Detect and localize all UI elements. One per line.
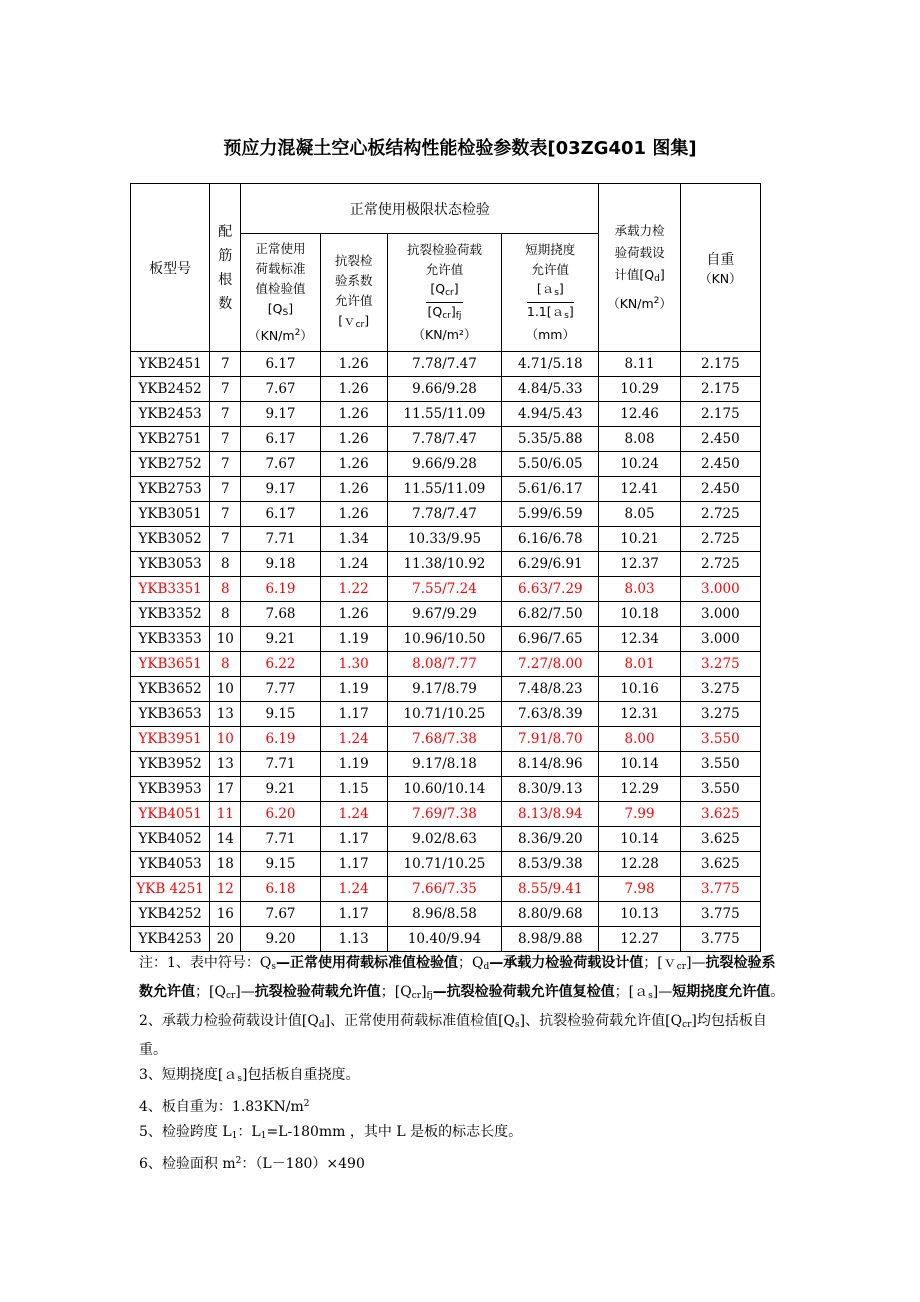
- cell-qs: 9.15: [241, 702, 320, 727]
- cell-qs: 9.15: [241, 852, 320, 877]
- cell-qcr: 11.55/11.09: [387, 477, 501, 502]
- table-row: [131, 877, 761, 902]
- table-row: [131, 852, 761, 877]
- note-4: 4、板自重为：$1.83KN/m^2$: [139, 1099, 310, 1115]
- cell-qs: 6.22: [241, 652, 320, 677]
- cell-qs: 6.19: [241, 727, 320, 752]
- cell-self-weight: 3.625: [680, 827, 760, 852]
- table-row: [131, 627, 761, 652]
- cell-qcr: 7.78/7.47: [387, 427, 501, 452]
- cell-qs: 7.77: [241, 677, 320, 702]
- cell-qcr: 7.69/7.38: [387, 802, 501, 827]
- note-2: 2、承载力检验荷载设计值$[Q_d]$、正常使用荷载标准值检值$[Q_s]$、抗裂检验荷载允许值$[Q_{cr}]$均包括板自重。: [139, 1013, 767, 1058]
- cell-vcr: 1.26: [320, 477, 387, 502]
- cell-rebar-count: 13: [210, 752, 241, 777]
- notes: [139, 951, 789, 1177]
- cell-board-type: YKB3353: [131, 627, 210, 652]
- cell-qs: 6.17: [241, 427, 320, 452]
- cell-board-type: YKB3651: [131, 652, 210, 677]
- cell-vcr: 1.17: [320, 902, 387, 927]
- table-row: [131, 477, 761, 502]
- cell-qcr: 10.96/10.50: [387, 627, 501, 652]
- table-row: [131, 752, 761, 777]
- table-row: [131, 502, 761, 527]
- cell-board-type: YKB3953: [131, 777, 210, 802]
- cell-qcr: 7.55/7.24: [387, 577, 501, 602]
- cell-vcr: 1.26: [320, 377, 387, 402]
- header-normal-use-group: 正常使用极限状态检验: [241, 184, 599, 234]
- cell-board-type: YKB3652: [131, 677, 210, 702]
- table-row: [131, 352, 761, 377]
- cell-qd: 12.31: [599, 702, 680, 727]
- cell-rebar-count: 8: [210, 552, 241, 577]
- cell-qd: 12.37: [599, 552, 680, 577]
- parameter-table: [130, 183, 761, 952]
- header-board-type: 板型号: [131, 184, 210, 352]
- cell-rebar-count: 7: [210, 527, 241, 552]
- table-row: [131, 577, 761, 602]
- cell-qcr: 10.71/10.25: [387, 702, 501, 727]
- cell-board-type: YKB3351: [131, 577, 210, 602]
- cell-qs: 6.19: [241, 577, 320, 602]
- cell-qd: 12.28: [599, 852, 680, 877]
- cell-qd: 10.18: [599, 602, 680, 627]
- cell-qd: 12.46: [599, 402, 680, 427]
- cell-as: 6.63/7.29: [502, 577, 599, 602]
- header-rebar-count: 配筋根数: [210, 184, 241, 352]
- cell-qcr: 9.67/9.29: [387, 602, 501, 627]
- header-vcr: 抗裂检 验系数 允许值 [ｖ$_{cr}$]: [320, 234, 387, 352]
- cell-qs: 7.67: [241, 377, 320, 402]
- table-row: [131, 727, 761, 752]
- cell-rebar-count: 7: [210, 452, 241, 477]
- table-row: [131, 802, 761, 827]
- cell-as: 8.36/9.20: [502, 827, 599, 852]
- cell-qd: 10.14: [599, 752, 680, 777]
- cell-rebar-count: 10: [210, 627, 241, 652]
- qcr-fraction: $\frac{[Q_{cr}]}{[Q_{cr}]_{fj}}$: [427, 281, 462, 321]
- cell-as: 5.50/6.05: [502, 452, 599, 477]
- cell-as: 5.35/5.88: [502, 427, 599, 452]
- cell-vcr: 1.17: [320, 702, 387, 727]
- cell-board-type: YKB3951: [131, 727, 210, 752]
- cell-vcr: 1.24: [320, 802, 387, 827]
- cell-rebar-count: 18: [210, 852, 241, 877]
- cell-rebar-count: 8: [210, 577, 241, 602]
- cell-rebar-count: 7: [210, 427, 241, 452]
- cell-self-weight: 2.725: [680, 552, 760, 577]
- cell-as: 8.13/8.94: [502, 802, 599, 827]
- cell-as: 5.61/6.17: [502, 477, 599, 502]
- cell-qd: 12.41: [599, 477, 680, 502]
- cell-vcr: 1.19: [320, 627, 387, 652]
- cell-qs: 6.17: [241, 352, 320, 377]
- cell-rebar-count: 7: [210, 502, 241, 527]
- cell-as: 6.82/7.50: [502, 602, 599, 627]
- cell-as: 7.63/8.39: [502, 702, 599, 727]
- cell-qd: 12.27: [599, 927, 680, 952]
- cell-qcr: 11.38/10.92: [387, 552, 501, 577]
- cell-qcr: 10.71/10.25: [387, 852, 501, 877]
- table-row: [131, 602, 761, 627]
- cell-vcr: 1.24: [320, 727, 387, 752]
- cell-self-weight: 3.775: [680, 902, 760, 927]
- header-as: 短期挠度 允许值 $\frac{[a_s]}{1.1[a_s]}$ （mm）: [502, 234, 599, 352]
- cell-vcr: 1.26: [320, 602, 387, 627]
- cell-vcr: 1.24: [320, 877, 387, 902]
- cell-as: 6.29/6.91: [502, 552, 599, 577]
- cell-board-type: YKB2451: [131, 352, 210, 377]
- cell-as: 8.53/9.38: [502, 852, 599, 877]
- cell-board-type: YKB4252: [131, 902, 210, 927]
- table-row: [131, 702, 761, 727]
- cell-board-type: YKB2453: [131, 402, 210, 427]
- cell-qcr: 9.17/8.79: [387, 677, 501, 702]
- note-3: 3、短期挠度[ａ$_s$]包括板自重挠度。: [139, 1067, 360, 1084]
- cell-board-type: YKB4253: [131, 927, 210, 952]
- cell-board-type: YKB2751: [131, 427, 210, 452]
- cell-vcr: 1.15: [320, 777, 387, 802]
- cell-qcr: 9.66/9.28: [387, 452, 501, 477]
- cell-qcr: 8.08/7.77: [387, 652, 501, 677]
- cell-as: 8.80/9.68: [502, 902, 599, 927]
- cell-qcr: 9.17/8.18: [387, 752, 501, 777]
- cell-board-type: YKB4052: [131, 827, 210, 852]
- cell-board-type: YKB3052: [131, 527, 210, 552]
- cell-board-type: YKB 4251: [131, 877, 210, 902]
- cell-as: 4.84/5.33: [502, 377, 599, 402]
- cell-self-weight: 3.000: [680, 602, 760, 627]
- cell-qs: 9.17: [241, 477, 320, 502]
- cell-as: 4.94/5.43: [502, 402, 599, 427]
- cell-qd: 8.01: [599, 652, 680, 677]
- table-row: [131, 527, 761, 552]
- table-row: [131, 652, 761, 677]
- cell-qd: 10.14: [599, 827, 680, 852]
- cell-qd: 8.11: [599, 352, 680, 377]
- cell-self-weight: 3.275: [680, 652, 760, 677]
- cell-board-type: YKB2452: [131, 377, 210, 402]
- table-row: [131, 377, 761, 402]
- cell-qd: 8.08: [599, 427, 680, 452]
- cell-as: 4.71/5.18: [502, 352, 599, 377]
- table-row: [131, 402, 761, 427]
- page-title: 预应力混凝土空心板结构性能检验参数表[03ZG401 图集]: [223, 138, 697, 159]
- cell-board-type: YKB3352: [131, 602, 210, 627]
- cell-qd: 10.13: [599, 902, 680, 927]
- cell-as: 8.14/8.96: [502, 752, 599, 777]
- cell-self-weight: 3.550: [680, 777, 760, 802]
- table-row: [131, 677, 761, 702]
- cell-vcr: 1.26: [320, 427, 387, 452]
- cell-rebar-count: 7: [210, 377, 241, 402]
- cell-self-weight: 3.625: [680, 802, 760, 827]
- cell-qs: 7.67: [241, 902, 320, 927]
- cell-qcr: 7.78/7.47: [387, 502, 501, 527]
- cell-qcr: 7.78/7.47: [387, 352, 501, 377]
- cell-as: 6.96/7.65: [502, 627, 599, 652]
- cell-qd: 8.00: [599, 727, 680, 752]
- cell-qcr: 7.66/7.35: [387, 877, 501, 902]
- cell-board-type: YKB4051: [131, 802, 210, 827]
- cell-as: 7.48/8.23: [502, 677, 599, 702]
- cell-board-type: YKB3952: [131, 752, 210, 777]
- cell-self-weight: 2.175: [680, 402, 760, 427]
- cell-qs: 6.17: [241, 502, 320, 527]
- cell-rebar-count: 11: [210, 802, 241, 827]
- cell-rebar-count: 17: [210, 777, 241, 802]
- header-self-weight: 自重 （KN）: [680, 184, 760, 352]
- cell-as: 8.55/9.41: [502, 877, 599, 902]
- cell-vcr: 1.34: [320, 527, 387, 552]
- cell-as: 8.98/9.88: [502, 927, 599, 952]
- cell-vcr: 1.19: [320, 752, 387, 777]
- cell-board-type: YKB2753: [131, 477, 210, 502]
- cell-self-weight: 2.725: [680, 527, 760, 552]
- cell-rebar-count: 13: [210, 702, 241, 727]
- cell-qcr: 9.02/8.63: [387, 827, 501, 852]
- cell-qd: 12.34: [599, 627, 680, 652]
- cell-qd: 7.98: [599, 877, 680, 902]
- cell-qd: 10.16: [599, 677, 680, 702]
- cell-qcr: 10.40/9.94: [387, 927, 501, 952]
- table-row: [131, 552, 761, 577]
- cell-vcr: 1.19: [320, 677, 387, 702]
- cell-board-type: YKB3051: [131, 502, 210, 527]
- note-6: 6、检验面积 $m^2$：（L－180）×490: [139, 1156, 365, 1172]
- cell-qd: 10.21: [599, 527, 680, 552]
- cell-self-weight: 3.625: [680, 852, 760, 877]
- header-qcr: 抗裂检验荷载 允许值 $\frac{[Q_{cr}]}{[Q_{cr}]_{fj}}$ （KN/m²）: [387, 234, 501, 352]
- cell-self-weight: 3.775: [680, 927, 760, 952]
- cell-vcr: 1.22: [320, 577, 387, 602]
- cell-qcr: 11.55/11.09: [387, 402, 501, 427]
- cell-as: 7.27/8.00: [502, 652, 599, 677]
- cell-vcr: 1.17: [320, 852, 387, 877]
- cell-vcr: 1.26: [320, 502, 387, 527]
- cell-qs: 7.67: [241, 452, 320, 477]
- note-5: 5、检验跨度 $L_1$：$L_1=L-180mm$ ，其中 L 是板的标志长度。: [139, 1124, 523, 1141]
- cell-as: 5.99/6.59: [502, 502, 599, 527]
- cell-self-weight: 3.275: [680, 702, 760, 727]
- cell-self-weight: 3.550: [680, 752, 760, 777]
- cell-as: 8.30/9.13: [502, 777, 599, 802]
- cell-board-type: YKB4053: [131, 852, 210, 877]
- cell-rebar-count: 14: [210, 827, 241, 852]
- cell-vcr: 1.17: [320, 827, 387, 852]
- table-row: [131, 777, 761, 802]
- cell-self-weight: 3.000: [680, 577, 760, 602]
- cell-self-weight: 3.000: [680, 627, 760, 652]
- table-row: [131, 902, 761, 927]
- cell-rebar-count: 10: [210, 727, 241, 752]
- cell-qs: 7.71: [241, 827, 320, 852]
- cell-self-weight: 2.175: [680, 352, 760, 377]
- cell-qs: 9.18: [241, 552, 320, 577]
- cell-qcr: 8.96/8.58: [387, 902, 501, 927]
- cell-vcr: 1.24: [320, 552, 387, 577]
- cell-vcr: 1.30: [320, 652, 387, 677]
- cell-as: 6.16/6.78: [502, 527, 599, 552]
- cell-as: 7.91/8.70: [502, 727, 599, 752]
- cell-qs: 7.68: [241, 602, 320, 627]
- cell-qs: 6.18: [241, 877, 320, 902]
- cell-vcr: 1.26: [320, 452, 387, 477]
- cell-qcr: 10.33/9.95: [387, 527, 501, 552]
- cell-self-weight: 2.450: [680, 452, 760, 477]
- cell-qs: 7.71: [241, 527, 320, 552]
- cell-qd: 8.05: [599, 502, 680, 527]
- cell-qd: 7.99: [599, 802, 680, 827]
- as-fraction: $\frac{[a_s]}{1.1[a_s]}$: [526, 281, 574, 321]
- cell-rebar-count: 20: [210, 927, 241, 952]
- cell-qs: 9.21: [241, 777, 320, 802]
- cell-qs: 9.21: [241, 627, 320, 652]
- cell-rebar-count: 7: [210, 477, 241, 502]
- cell-self-weight: 2.450: [680, 427, 760, 452]
- header-qs: 正常使用 荷载标准 值检验值 $[Q_S]$ $(KN/m^2)$: [241, 234, 320, 352]
- cell-self-weight: 2.175: [680, 377, 760, 402]
- header-bearing-load: 承载力检 验荷载设 计值$[Q_d]$ $(KN/m^2)$: [599, 184, 680, 352]
- note-1: 注：1、表中符号：$Q_s—$正常使用荷载标准值检验值；$Q_d—$承载力检验荷载设计值；[ｖ$_{cr}$]—抗裂检验系数允许值；$[Q_{cr}]—$抗裂检验荷载允许值；$[Q_{cr}]_{fj}—$抗裂检验荷载允许值复检值；[ａ$_s$]—短期挠度允许值。: [139, 955, 785, 1001]
- cell-qd: 8.03: [599, 577, 680, 602]
- cell-board-type: YKB2752: [131, 452, 210, 477]
- cell-qs: 7.71: [241, 752, 320, 777]
- cell-self-weight: 3.775: [680, 877, 760, 902]
- cell-vcr: 1.26: [320, 402, 387, 427]
- cell-board-type: YKB3653: [131, 702, 210, 727]
- cell-rebar-count: 12: [210, 877, 241, 902]
- cell-qd: 12.29: [599, 777, 680, 802]
- cell-rebar-count: 7: [210, 402, 241, 427]
- cell-qs: 9.20: [241, 927, 320, 952]
- cell-qs: 9.17: [241, 402, 320, 427]
- table-row: [131, 427, 761, 452]
- cell-qd: 10.24: [599, 452, 680, 477]
- table-row: [131, 927, 761, 952]
- cell-self-weight: 2.725: [680, 502, 760, 527]
- cell-qd: 10.29: [599, 377, 680, 402]
- cell-board-type: YKB3053: [131, 552, 210, 577]
- cell-self-weight: 3.550: [680, 727, 760, 752]
- cell-rebar-count: 8: [210, 602, 241, 627]
- cell-qcr: 7.68/7.38: [387, 727, 501, 752]
- cell-self-weight: 3.275: [680, 677, 760, 702]
- cell-rebar-count: 7: [210, 352, 241, 377]
- cell-qcr: 9.66/9.28: [387, 377, 501, 402]
- cell-rebar-count: 8: [210, 652, 241, 677]
- cell-vcr: 1.13: [320, 927, 387, 952]
- cell-rebar-count: 10: [210, 677, 241, 702]
- cell-rebar-count: 16: [210, 902, 241, 927]
- cell-qcr: 10.60/10.14: [387, 777, 501, 802]
- table-row: [131, 452, 761, 477]
- cell-qs: 6.20: [241, 802, 320, 827]
- cell-vcr: 1.26: [320, 352, 387, 377]
- cell-self-weight: 2.450: [680, 477, 760, 502]
- table-row: [131, 827, 761, 852]
